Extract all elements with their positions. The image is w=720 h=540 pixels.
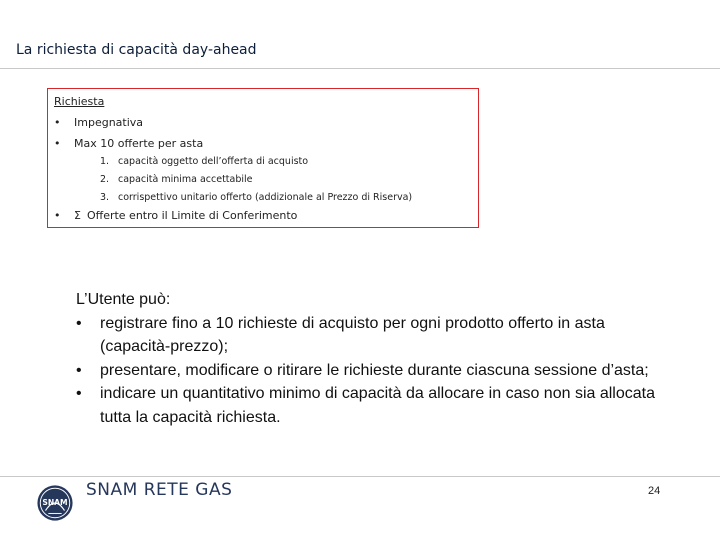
- box-bullet-2: [54, 137, 203, 150]
- item-number: 3.: [100, 192, 110, 203]
- snam-logo-icon: [36, 484, 74, 522]
- page-number: 24: [648, 485, 661, 497]
- brand-name: SNAM RETE GAS: [86, 480, 233, 500]
- request-box: [47, 88, 479, 228]
- bullet-dot: •: [54, 116, 61, 129]
- box-bullet-text: Offerte entro il Limite di Conferimento: [86, 209, 298, 222]
- bullet-dot: •: [76, 361, 82, 379]
- main-intro: L’Utente può:: [76, 291, 171, 308]
- numbered-item-2: [100, 174, 253, 185]
- box-bullet-3: [54, 209, 297, 222]
- item-text: capacità oggetto dell’offerta di acquisto: [118, 156, 309, 167]
- numbered-item-1: [100, 156, 308, 167]
- main-bullet-text: indicare un quantitativo minimo di capacità da allocare in caso non sia allocata tutta la capacità richiesta.: [100, 385, 655, 426]
- item-number: 2.: [100, 174, 110, 185]
- numbered-item-3: [100, 192, 412, 203]
- main-text-block: [76, 288, 676, 429]
- main-bullet-3: [76, 382, 676, 429]
- box-bullet-text: Impegnativa: [74, 116, 144, 129]
- item-text: capacità minima accettabile: [118, 174, 253, 185]
- bullet-dot: •: [76, 385, 82, 402]
- bullet-dot: •: [54, 137, 61, 150]
- bullet-dot: •: [54, 209, 61, 222]
- main-bullet-text: registrare fino a 10 richieste di acquisto per ogni prodotto offerto in asta (capacità-prezzo);: [100, 314, 605, 355]
- main-bullet-1: [76, 312, 676, 359]
- main-bullet-2: [76, 359, 676, 383]
- title-divider: [0, 68, 720, 69]
- request-heading: Richiesta: [54, 95, 105, 108]
- footer-divider: [0, 476, 720, 477]
- logo-text: SNAM: [42, 497, 68, 507]
- sigma-symbol: Σ: [74, 209, 81, 222]
- item-number: 1.: [100, 156, 110, 167]
- bullet-dot: •: [76, 314, 82, 332]
- main-bullet-text: presentare, modificare o ritirare le richieste durante ciascuna sessione d’asta;: [100, 361, 649, 379]
- slide-title: La richiesta di capacità day-ahead: [16, 42, 257, 58]
- box-bullet-1: [54, 116, 143, 129]
- box-bullet-text: Max 10 offerte per asta: [74, 137, 204, 150]
- item-text: corrispettivo unitario offerto (addizionale al Prezzo di Riserva): [118, 192, 413, 203]
